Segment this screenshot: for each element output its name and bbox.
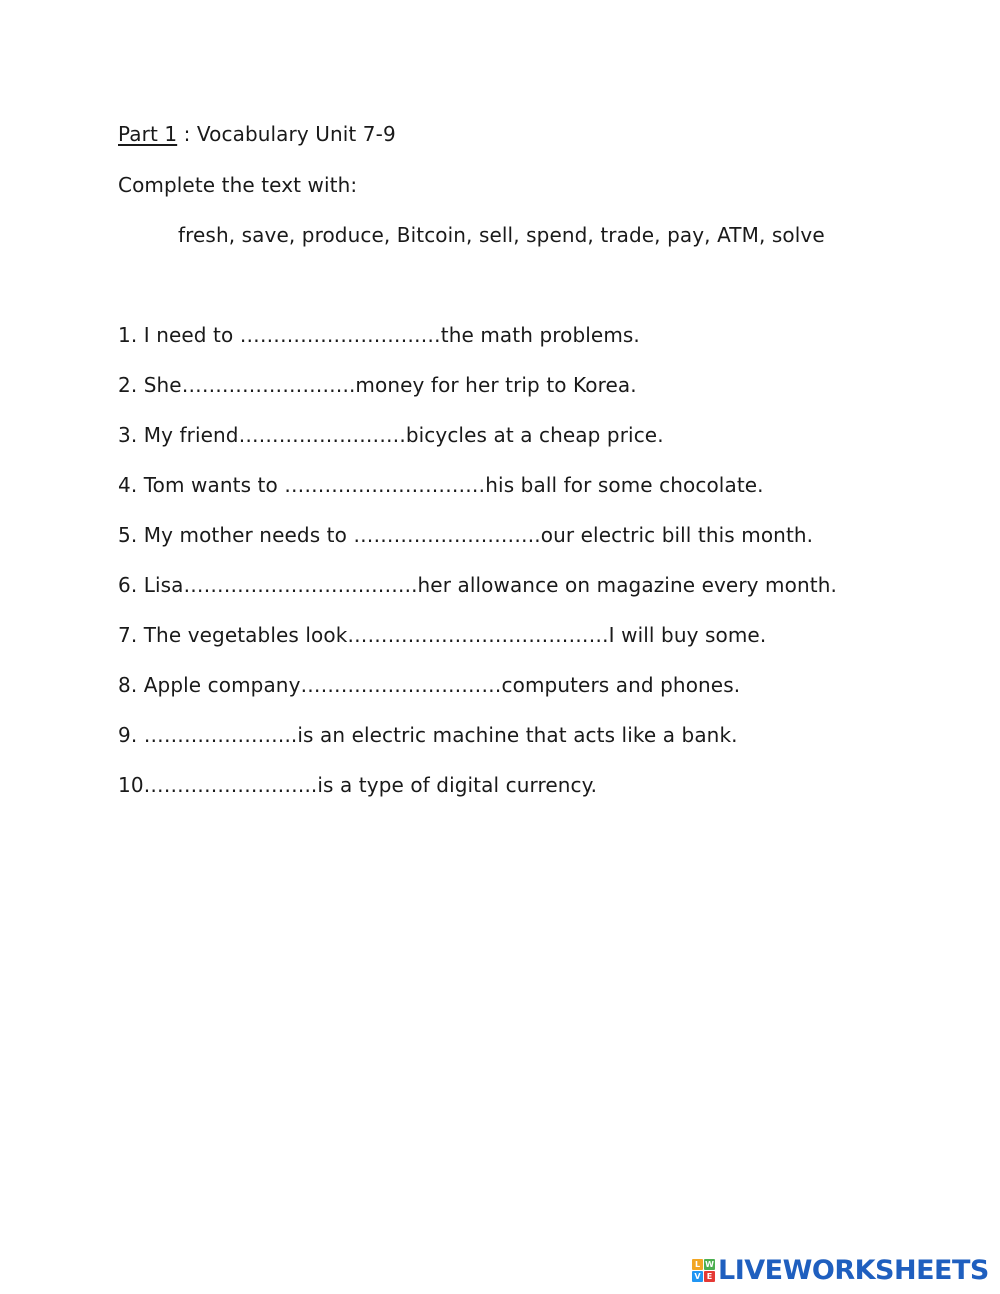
part-label: Part 1 xyxy=(118,122,178,146)
question-4: 4. Tom wants to …………………………his ball for some chocolate. xyxy=(118,473,764,497)
part-heading xyxy=(118,121,396,147)
liveworksheets-logo xyxy=(692,1254,989,1286)
logo-block-3: V xyxy=(692,1271,703,1282)
part-title: : Vocabulary Unit 7-9 xyxy=(177,122,396,146)
question-7: 7. The vegetables look…………………………………I will buy some. xyxy=(118,623,767,647)
question-2: 2. She……………………..money for her trip to Korea. xyxy=(118,373,637,397)
logo-text: LIVEWORKSHEETS xyxy=(718,1254,989,1286)
question-8: 8. Apple company…………………………computers and phones. xyxy=(118,673,741,697)
question-5: 5. My mother needs to ……………………….our electric bill this month. xyxy=(118,523,814,547)
logo-block-1: L xyxy=(692,1259,703,1270)
question-10: 10……………………..is a type of digital currency. xyxy=(118,773,598,797)
question-3: 3. My friend…………………….bicycles at a cheap price. xyxy=(118,423,664,447)
question-6: 6. Lisa……………………………..her allowance on magazine every month. xyxy=(118,573,837,597)
question-9: 9. …………………..is an electric machine that acts like a bank. xyxy=(118,723,738,747)
question-1: 1. I need to …………………………the math problems. xyxy=(118,323,640,347)
logo-block-2: W xyxy=(705,1259,714,1269)
word-bank: fresh, save, produce, Bitcoin, sell, spend, trade, pay, ATM, solve xyxy=(178,223,825,247)
instruction-text: Complete the text with: xyxy=(118,173,358,197)
logo-blocks-icon xyxy=(692,1259,715,1282)
logo-block-4: E xyxy=(704,1271,715,1282)
